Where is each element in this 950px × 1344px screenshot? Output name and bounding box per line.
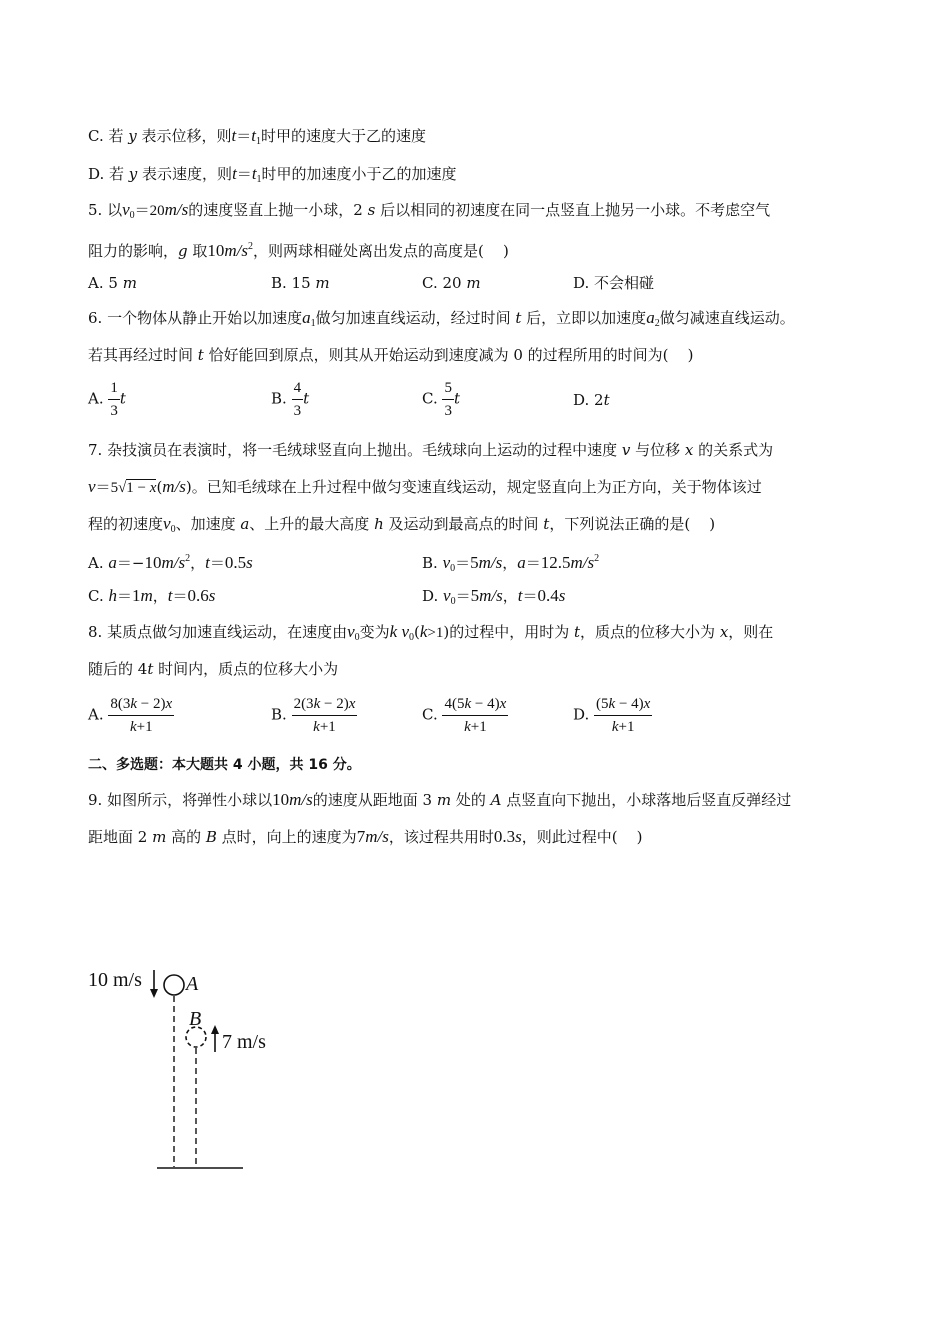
q7-option-a: A. $a=-10m/s^2$，t＝0.5s [88, 553, 253, 572]
q8-option-a: A. $\frac{8(3k - 2)x}{k+1}$ [88, 696, 173, 735]
q8-option-b: B. $\frac{2(3k - 2)x}{k+1}$ [271, 696, 356, 735]
q5-option-c: C. 20 m [422, 274, 481, 292]
q5-option-d: D. 不会相碰 [573, 274, 655, 292]
label-b: B [189, 1008, 202, 1030]
q6-line-1: 6. 一个物体从静止开始以加速度$a_1$做匀加速直线运动，经过时间 t 后，立即以加速度$a_2$做匀减速直线运动。 [88, 308, 795, 329]
q8-line-1: 8. 某质点做匀加速直线运动，在速度由$v_0$变为k $v_0(k>1)$的过程中，用时为 t，质点的位移大小为 x，则在 [88, 622, 774, 643]
q9-line-1: 9. 如图所示，将弹性小球以10m/s的速度从距地面 3 m 处的 A 点竖直向下抛出，小球落地后竖直反弹经过 [88, 790, 792, 809]
q5-line-2: 阻力的影响，g 取$10m/s^2$，则两球相碰处离出发点的高度是( ) [88, 241, 509, 260]
q5-line-1: 5. 以$v_0=20m/s$的速度竖直上抛一小球，2 s 后以相同的初速度在同一点竖直上抛另一小球。不考虑空气 [88, 200, 771, 221]
q6-line-2: 若其再经过时间 t 恰好能回到原点，则其从开始运动到速度减为 0 的过程所用的时间为( ) [88, 346, 694, 364]
ball-b [186, 1027, 206, 1047]
q5-option-a: A. 5 m [88, 274, 137, 292]
q6-option-d: D. 2t [573, 391, 610, 409]
label-down-speed: 10 m/s [88, 969, 142, 991]
q7-line-1: 7. 杂技演员在表演时，将一毛绒球竖直向上抛出。毛绒球向上运动的过程中速度 v 与位移 x 的关系式为 [88, 441, 774, 459]
up-arrow-head [211, 1025, 219, 1034]
q4-option-c: C. 若 y 表示位移，则$t=t_1$时甲的速度大于乙的速度 [88, 126, 427, 147]
q9-figure [85, 960, 305, 1180]
q6-option-b: B. $\frac{4}{3}$ t [271, 380, 310, 419]
q7-line-3: 程的初速度$v_0$、加速度 a、上升的最大高度 h 及运动到最高点的时间 t，下列说法正确的是( ) [88, 514, 716, 535]
q8-line-2: 随后的 4t 时间内，质点的位移大小为 [88, 660, 339, 678]
section-heading-multiple-choice: 二、多选题：本大题共 4 小题，共 16 分。 [88, 757, 361, 773]
down-arrow-head [150, 989, 158, 998]
ball-a [164, 975, 184, 995]
q7-line-2: v＝5√1 − x(m/s)。已知毛绒球在上升过程中做匀变速直线运动，规定竖直向上为正方向，关于物体该过 [88, 477, 762, 496]
q7-option-b: B. $v_0=5m/s$，$a=12.5m/s^2$ [422, 553, 600, 574]
label-a: A [186, 973, 199, 995]
q8-option-c: C. $\frac{4(5k - 4)x}{k+1}$ [422, 696, 507, 735]
q7-option-c: C. h＝1m，t＝0.6s [88, 586, 216, 605]
q4-option-d: D. 若 y 表示速度，则$t=t_1$时甲的加速度小于乙的加速度 [88, 164, 457, 185]
q5-option-b: B. 15 m [271, 274, 330, 292]
q9-line-2: 距地面 2 m 高的 B 点时，向上的速度为7m/s，该过程共用时0.3s，则此过程中( ) [88, 827, 643, 846]
q6-option-a: A. $\frac{1}{3}$ t [88, 380, 126, 419]
q6-option-c: C. $\frac{5}{3}$ t [422, 380, 461, 419]
q7-option-d: D. $v_0=5m/s$，t＝0.4s [422, 586, 566, 607]
q8-option-d: D. $\frac{(5k - 4)x}{k+1}$ [573, 696, 651, 735]
label-up-speed: 7 m/s [222, 1031, 266, 1053]
